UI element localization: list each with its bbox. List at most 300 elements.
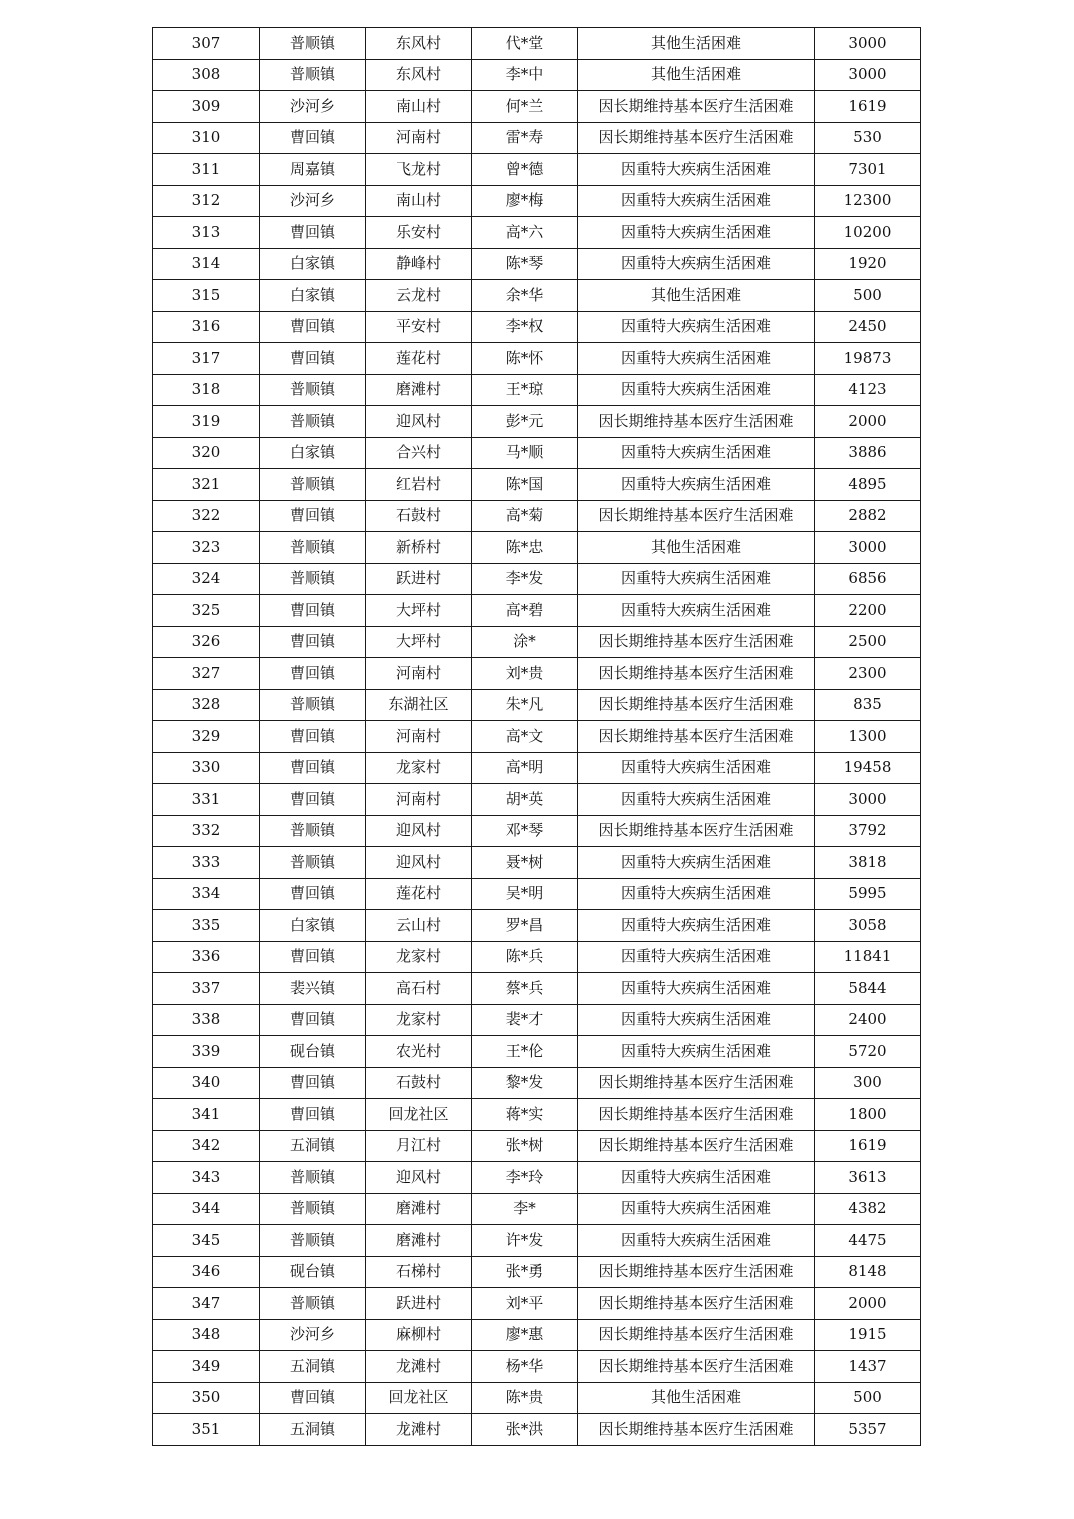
town-cell: 白家镇 [260,910,366,942]
village-cell: 莲花村 [366,343,472,375]
row-number-cell: 323 [153,532,260,564]
row-number-cell: 335 [153,910,260,942]
town-cell: 普顺镇 [260,1193,366,1225]
village-cell: 莲花村 [366,878,472,910]
town-cell: 普顺镇 [260,1162,366,1194]
recipient-name-cell: 裴*才 [472,1004,578,1036]
row-number-cell: 348 [153,1319,260,1351]
recipient-name-cell: 李*玲 [472,1162,578,1194]
row-number-cell: 324 [153,563,260,595]
village-cell: 河南村 [366,658,472,690]
row-number-cell: 314 [153,248,260,280]
row-number-cell: 345 [153,1225,260,1257]
town-cell: 曹回镇 [260,1382,366,1414]
recipient-name-cell: 许*发 [472,1225,578,1257]
hardship-reason-cell: 因重特大疾病生活困难 [578,595,815,627]
table-row [153,1004,921,1036]
row-number-cell: 327 [153,658,260,690]
village-cell: 石鼓村 [366,500,472,532]
row-number-cell: 315 [153,280,260,312]
hardship-reason-cell: 因重特大疾病生活困难 [578,185,815,217]
hardship-reason-cell: 因长期维持基本医疗生活困难 [578,1130,815,1162]
amount-cell: 2400 [815,1004,921,1036]
row-number-cell: 340 [153,1067,260,1099]
row-number-cell: 351 [153,1414,260,1446]
hardship-reason-cell: 其他生活困难 [578,532,815,564]
row-number-cell: 313 [153,217,260,249]
table-row [153,847,921,879]
amount-cell: 3000 [815,532,921,564]
row-number-cell: 316 [153,311,260,343]
amount-cell: 1619 [815,1130,921,1162]
village-cell: 回龙社区 [366,1099,472,1131]
amount-cell: 2000 [815,1288,921,1320]
amount-cell: 3058 [815,910,921,942]
assistance-table [152,27,921,1446]
amount-cell: 1915 [815,1319,921,1351]
amount-cell: 3000 [815,784,921,816]
table-row [153,1193,921,1225]
table-row [153,595,921,627]
hardship-reason-cell: 因重特大疾病生活困难 [578,1162,815,1194]
amount-cell: 19873 [815,343,921,375]
amount-cell: 835 [815,689,921,721]
amount-cell: 2500 [815,626,921,658]
town-cell: 曹回镇 [260,752,366,784]
row-number-cell: 328 [153,689,260,721]
village-cell: 龙家村 [366,1004,472,1036]
table-row [153,28,921,60]
town-cell: 普顺镇 [260,689,366,721]
table-row [153,1256,921,1288]
row-number-cell: 331 [153,784,260,816]
village-cell: 河南村 [366,721,472,753]
town-cell: 普顺镇 [260,469,366,501]
row-number-cell: 326 [153,626,260,658]
table-row [153,1351,921,1383]
town-cell: 沙河乡 [260,1319,366,1351]
table-row [153,154,921,186]
town-cell: 曹回镇 [260,1099,366,1131]
village-cell: 跃进村 [366,1288,472,1320]
amount-cell: 1437 [815,1351,921,1383]
village-cell: 磨滩村 [366,1225,472,1257]
amount-cell: 4475 [815,1225,921,1257]
table-row [153,563,921,595]
town-cell: 五洞镇 [260,1414,366,1446]
row-number-cell: 310 [153,122,260,154]
recipient-name-cell: 吴*明 [472,878,578,910]
town-cell: 裴兴镇 [260,973,366,1005]
table-row [153,532,921,564]
table-body [153,28,921,1446]
town-cell: 普顺镇 [260,532,366,564]
table-row [153,500,921,532]
row-number-cell: 321 [153,469,260,501]
recipient-name-cell: 廖*惠 [472,1319,578,1351]
village-cell: 红岩村 [366,469,472,501]
table-row [153,1162,921,1194]
hardship-reason-cell: 因长期维持基本医疗生活困难 [578,1319,815,1351]
row-number-cell: 337 [153,973,260,1005]
hardship-reason-cell: 因长期维持基本医疗生活困难 [578,1067,815,1099]
amount-cell: 5720 [815,1036,921,1068]
row-number-cell: 319 [153,406,260,438]
table-row [153,1225,921,1257]
town-cell: 曹回镇 [260,626,366,658]
table-row [153,784,921,816]
hardship-reason-cell: 因重特大疾病生活困难 [578,154,815,186]
recipient-name-cell: 彭*元 [472,406,578,438]
recipient-name-cell: 朱*凡 [472,689,578,721]
recipient-name-cell: 陈*怀 [472,343,578,375]
recipient-name-cell: 雷*寿 [472,122,578,154]
amount-cell: 5844 [815,973,921,1005]
amount-cell: 3886 [815,437,921,469]
row-number-cell: 347 [153,1288,260,1320]
recipient-name-cell: 王*伦 [472,1036,578,1068]
row-number-cell: 309 [153,91,260,123]
village-cell: 迎风村 [366,1162,472,1194]
hardship-reason-cell: 因长期维持基本医疗生活困难 [578,721,815,753]
amount-cell: 300 [815,1067,921,1099]
village-cell: 河南村 [366,122,472,154]
hardship-reason-cell: 因长期维持基本医疗生活困难 [578,1414,815,1446]
recipient-name-cell: 廖*梅 [472,185,578,217]
table-row [153,1067,921,1099]
row-number-cell: 336 [153,941,260,973]
town-cell: 曹回镇 [260,311,366,343]
row-number-cell: 308 [153,59,260,91]
recipient-name-cell: 聂*树 [472,847,578,879]
table-row [153,59,921,91]
village-cell: 石鼓村 [366,1067,472,1099]
hardship-reason-cell: 因重特大疾病生活困难 [578,217,815,249]
village-cell: 静峰村 [366,248,472,280]
town-cell: 普顺镇 [260,406,366,438]
amount-cell: 2000 [815,406,921,438]
amount-cell: 6856 [815,563,921,595]
recipient-name-cell: 张*勇 [472,1256,578,1288]
hardship-reason-cell: 因长期维持基本医疗生活困难 [578,658,815,690]
hardship-reason-cell: 因重特大疾病生活困难 [578,910,815,942]
village-cell: 南山村 [366,185,472,217]
recipient-name-cell: 黎*发 [472,1067,578,1099]
village-cell: 磨滩村 [366,374,472,406]
hardship-reason-cell: 因重特大疾病生活困难 [578,752,815,784]
hardship-reason-cell: 因长期维持基本医疗生活困难 [578,689,815,721]
amount-cell: 530 [815,122,921,154]
recipient-name-cell: 代*堂 [472,28,578,60]
row-number-cell: 307 [153,28,260,60]
village-cell: 磨滩村 [366,1193,472,1225]
village-cell: 新桥村 [366,532,472,564]
hardship-reason-cell: 其他生活困难 [578,1382,815,1414]
table-row [153,1036,921,1068]
hardship-reason-cell: 因重特大疾病生活困难 [578,311,815,343]
table-row [153,1382,921,1414]
village-cell: 龙家村 [366,752,472,784]
village-cell: 月江村 [366,1130,472,1162]
amount-cell: 500 [815,280,921,312]
table-row [153,1414,921,1446]
hardship-reason-cell: 因重特大疾病生活困难 [578,343,815,375]
town-cell: 沙河乡 [260,185,366,217]
amount-cell: 8148 [815,1256,921,1288]
table-row [153,721,921,753]
hardship-reason-cell: 因重特大疾病生活困难 [578,1193,815,1225]
table-row [153,406,921,438]
amount-cell: 4895 [815,469,921,501]
town-cell: 曹回镇 [260,1067,366,1099]
amount-cell: 10200 [815,217,921,249]
table-row [153,941,921,973]
town-cell: 曹回镇 [260,122,366,154]
hardship-reason-cell: 因重特大疾病生活困难 [578,374,815,406]
row-number-cell: 312 [153,185,260,217]
hardship-reason-cell: 因长期维持基本医疗生活困难 [578,500,815,532]
recipient-name-cell: 杨*华 [472,1351,578,1383]
town-cell: 曹回镇 [260,1004,366,1036]
hardship-reason-cell: 因重特大疾病生活困难 [578,878,815,910]
town-cell: 曹回镇 [260,500,366,532]
village-cell: 河南村 [366,784,472,816]
row-number-cell: 344 [153,1193,260,1225]
amount-cell: 5995 [815,878,921,910]
amount-cell: 19458 [815,752,921,784]
table-row [153,1319,921,1351]
hardship-reason-cell: 因重特大疾病生活困难 [578,784,815,816]
row-number-cell: 341 [153,1099,260,1131]
village-cell: 大坪村 [366,626,472,658]
table-row [153,374,921,406]
row-number-cell: 350 [153,1382,260,1414]
row-number-cell: 311 [153,154,260,186]
row-number-cell: 339 [153,1036,260,1068]
village-cell: 麻柳村 [366,1319,472,1351]
town-cell: 沙河乡 [260,91,366,123]
hardship-reason-cell: 因重特大疾病生活困难 [578,469,815,501]
amount-cell: 2300 [815,658,921,690]
town-cell: 普顺镇 [260,847,366,879]
amount-cell: 5357 [815,1414,921,1446]
hardship-reason-cell: 因长期维持基本医疗生活困难 [578,1099,815,1131]
amount-cell: 2882 [815,500,921,532]
recipient-name-cell: 胡*英 [472,784,578,816]
amount-cell: 2450 [815,311,921,343]
table-row [153,878,921,910]
village-cell: 飞龙村 [366,154,472,186]
hardship-reason-cell: 因长期维持基本医疗生活困难 [578,626,815,658]
hardship-reason-cell: 因重特大疾病生活困难 [578,563,815,595]
hardship-reason-cell: 其他生活困难 [578,280,815,312]
table-row [153,910,921,942]
village-cell: 回龙社区 [366,1382,472,1414]
row-number-cell: 317 [153,343,260,375]
town-cell: 曹回镇 [260,658,366,690]
town-cell: 周嘉镇 [260,154,366,186]
table-row [153,815,921,847]
hardship-reason-cell: 因长期维持基本医疗生活困难 [578,1288,815,1320]
table-row [153,248,921,280]
village-cell: 迎风村 [366,406,472,438]
town-cell: 普顺镇 [260,563,366,595]
village-cell: 南山村 [366,91,472,123]
recipient-name-cell: 陈*忠 [472,532,578,564]
amount-cell: 1619 [815,91,921,123]
town-cell: 白家镇 [260,280,366,312]
town-cell: 砚台镇 [260,1036,366,1068]
amount-cell: 1920 [815,248,921,280]
recipient-name-cell: 邓*琴 [472,815,578,847]
village-cell: 农光村 [366,1036,472,1068]
table-row [153,469,921,501]
amount-cell: 11841 [815,941,921,973]
recipient-name-cell: 高*六 [472,217,578,249]
hardship-reason-cell: 因重特大疾病生活困难 [578,941,815,973]
town-cell: 白家镇 [260,437,366,469]
table-row [153,217,921,249]
row-number-cell: 343 [153,1162,260,1194]
hardship-reason-cell: 因重特大疾病生活困难 [578,973,815,1005]
table-row [153,1099,921,1131]
amount-cell: 3000 [815,28,921,60]
town-cell: 曹回镇 [260,217,366,249]
row-number-cell: 349 [153,1351,260,1383]
town-cell: 曹回镇 [260,878,366,910]
recipient-name-cell: 涂* [472,626,578,658]
table-row [153,752,921,784]
table-row [153,1130,921,1162]
town-cell: 普顺镇 [260,59,366,91]
hardship-reason-cell: 因重特大疾病生活困难 [578,248,815,280]
recipient-name-cell: 刘*贵 [472,658,578,690]
recipient-name-cell: 蒋*实 [472,1099,578,1131]
town-cell: 曹回镇 [260,784,366,816]
town-cell: 五洞镇 [260,1351,366,1383]
hardship-reason-cell: 其他生活困难 [578,28,815,60]
table-row [153,973,921,1005]
amount-cell: 500 [815,1382,921,1414]
hardship-reason-cell: 因长期维持基本医疗生活困难 [578,1351,815,1383]
row-number-cell: 342 [153,1130,260,1162]
recipient-name-cell: 高*明 [472,752,578,784]
amount-cell: 12300 [815,185,921,217]
village-cell: 平安村 [366,311,472,343]
table-row [153,311,921,343]
hardship-reason-cell: 因长期维持基本医疗生活困难 [578,815,815,847]
table-row [153,280,921,312]
recipient-name-cell: 刘*平 [472,1288,578,1320]
table-row [153,658,921,690]
amount-cell: 4382 [815,1193,921,1225]
village-cell: 龙滩村 [366,1351,472,1383]
recipient-name-cell: 曾*德 [472,154,578,186]
recipient-name-cell: 高*菊 [472,500,578,532]
row-number-cell: 329 [153,721,260,753]
village-cell: 云山村 [366,910,472,942]
recipient-name-cell: 张*树 [472,1130,578,1162]
village-cell: 龙家村 [366,941,472,973]
table-row [153,689,921,721]
village-cell: 大坪村 [366,595,472,627]
recipient-name-cell: 王*琼 [472,374,578,406]
recipient-name-cell: 罗*昌 [472,910,578,942]
town-cell: 曹回镇 [260,343,366,375]
hardship-reason-cell: 因重特大疾病生活困难 [578,1036,815,1068]
hardship-reason-cell: 因重特大疾病生活困难 [578,847,815,879]
town-cell: 曹回镇 [260,941,366,973]
town-cell: 普顺镇 [260,1225,366,1257]
recipient-name-cell: 高*文 [472,721,578,753]
amount-cell: 3792 [815,815,921,847]
village-cell: 迎风村 [366,815,472,847]
table-row [153,343,921,375]
recipient-name-cell: 陈*兵 [472,941,578,973]
village-cell: 迎风村 [366,847,472,879]
table-row [153,626,921,658]
recipient-name-cell: 高*碧 [472,595,578,627]
hardship-reason-cell: 因重特大疾病生活困难 [578,1004,815,1036]
amount-cell: 2200 [815,595,921,627]
town-cell: 五洞镇 [260,1130,366,1162]
row-number-cell: 320 [153,437,260,469]
recipient-name-cell: 李*中 [472,59,578,91]
row-number-cell: 330 [153,752,260,784]
village-cell: 跃进村 [366,563,472,595]
hardship-reason-cell: 因重特大疾病生活困难 [578,437,815,469]
village-cell: 乐安村 [366,217,472,249]
row-number-cell: 338 [153,1004,260,1036]
table-row [153,122,921,154]
recipient-name-cell: 李* [472,1193,578,1225]
amount-cell: 1800 [815,1099,921,1131]
hardship-reason-cell: 因长期维持基本医疗生活困难 [578,91,815,123]
table-row [153,1288,921,1320]
row-number-cell: 318 [153,374,260,406]
row-number-cell: 322 [153,500,260,532]
hardship-reason-cell: 因重特大疾病生活困难 [578,1225,815,1257]
amount-cell: 1300 [815,721,921,753]
village-cell: 东风村 [366,28,472,60]
table-row [153,91,921,123]
recipient-name-cell: 蔡*兵 [472,973,578,1005]
row-number-cell: 334 [153,878,260,910]
village-cell: 合兴村 [366,437,472,469]
row-number-cell: 332 [153,815,260,847]
village-cell: 云龙村 [366,280,472,312]
village-cell: 东湖社区 [366,689,472,721]
recipient-name-cell: 陈*贵 [472,1382,578,1414]
town-cell: 砚台镇 [260,1256,366,1288]
row-number-cell: 333 [153,847,260,879]
town-cell: 普顺镇 [260,815,366,847]
town-cell: 普顺镇 [260,374,366,406]
town-cell: 普顺镇 [260,1288,366,1320]
hardship-reason-cell: 因长期维持基本医疗生活困难 [578,122,815,154]
amount-cell: 4123 [815,374,921,406]
recipient-name-cell: 李*发 [472,563,578,595]
amount-cell: 7301 [815,154,921,186]
table-row [153,185,921,217]
hardship-reason-cell: 因长期维持基本医疗生活困难 [578,406,815,438]
recipient-name-cell: 李*权 [472,311,578,343]
recipient-name-cell: 陈*琴 [472,248,578,280]
town-cell: 白家镇 [260,248,366,280]
table-row [153,437,921,469]
village-cell: 龙滩村 [366,1414,472,1446]
recipient-name-cell: 余*华 [472,280,578,312]
